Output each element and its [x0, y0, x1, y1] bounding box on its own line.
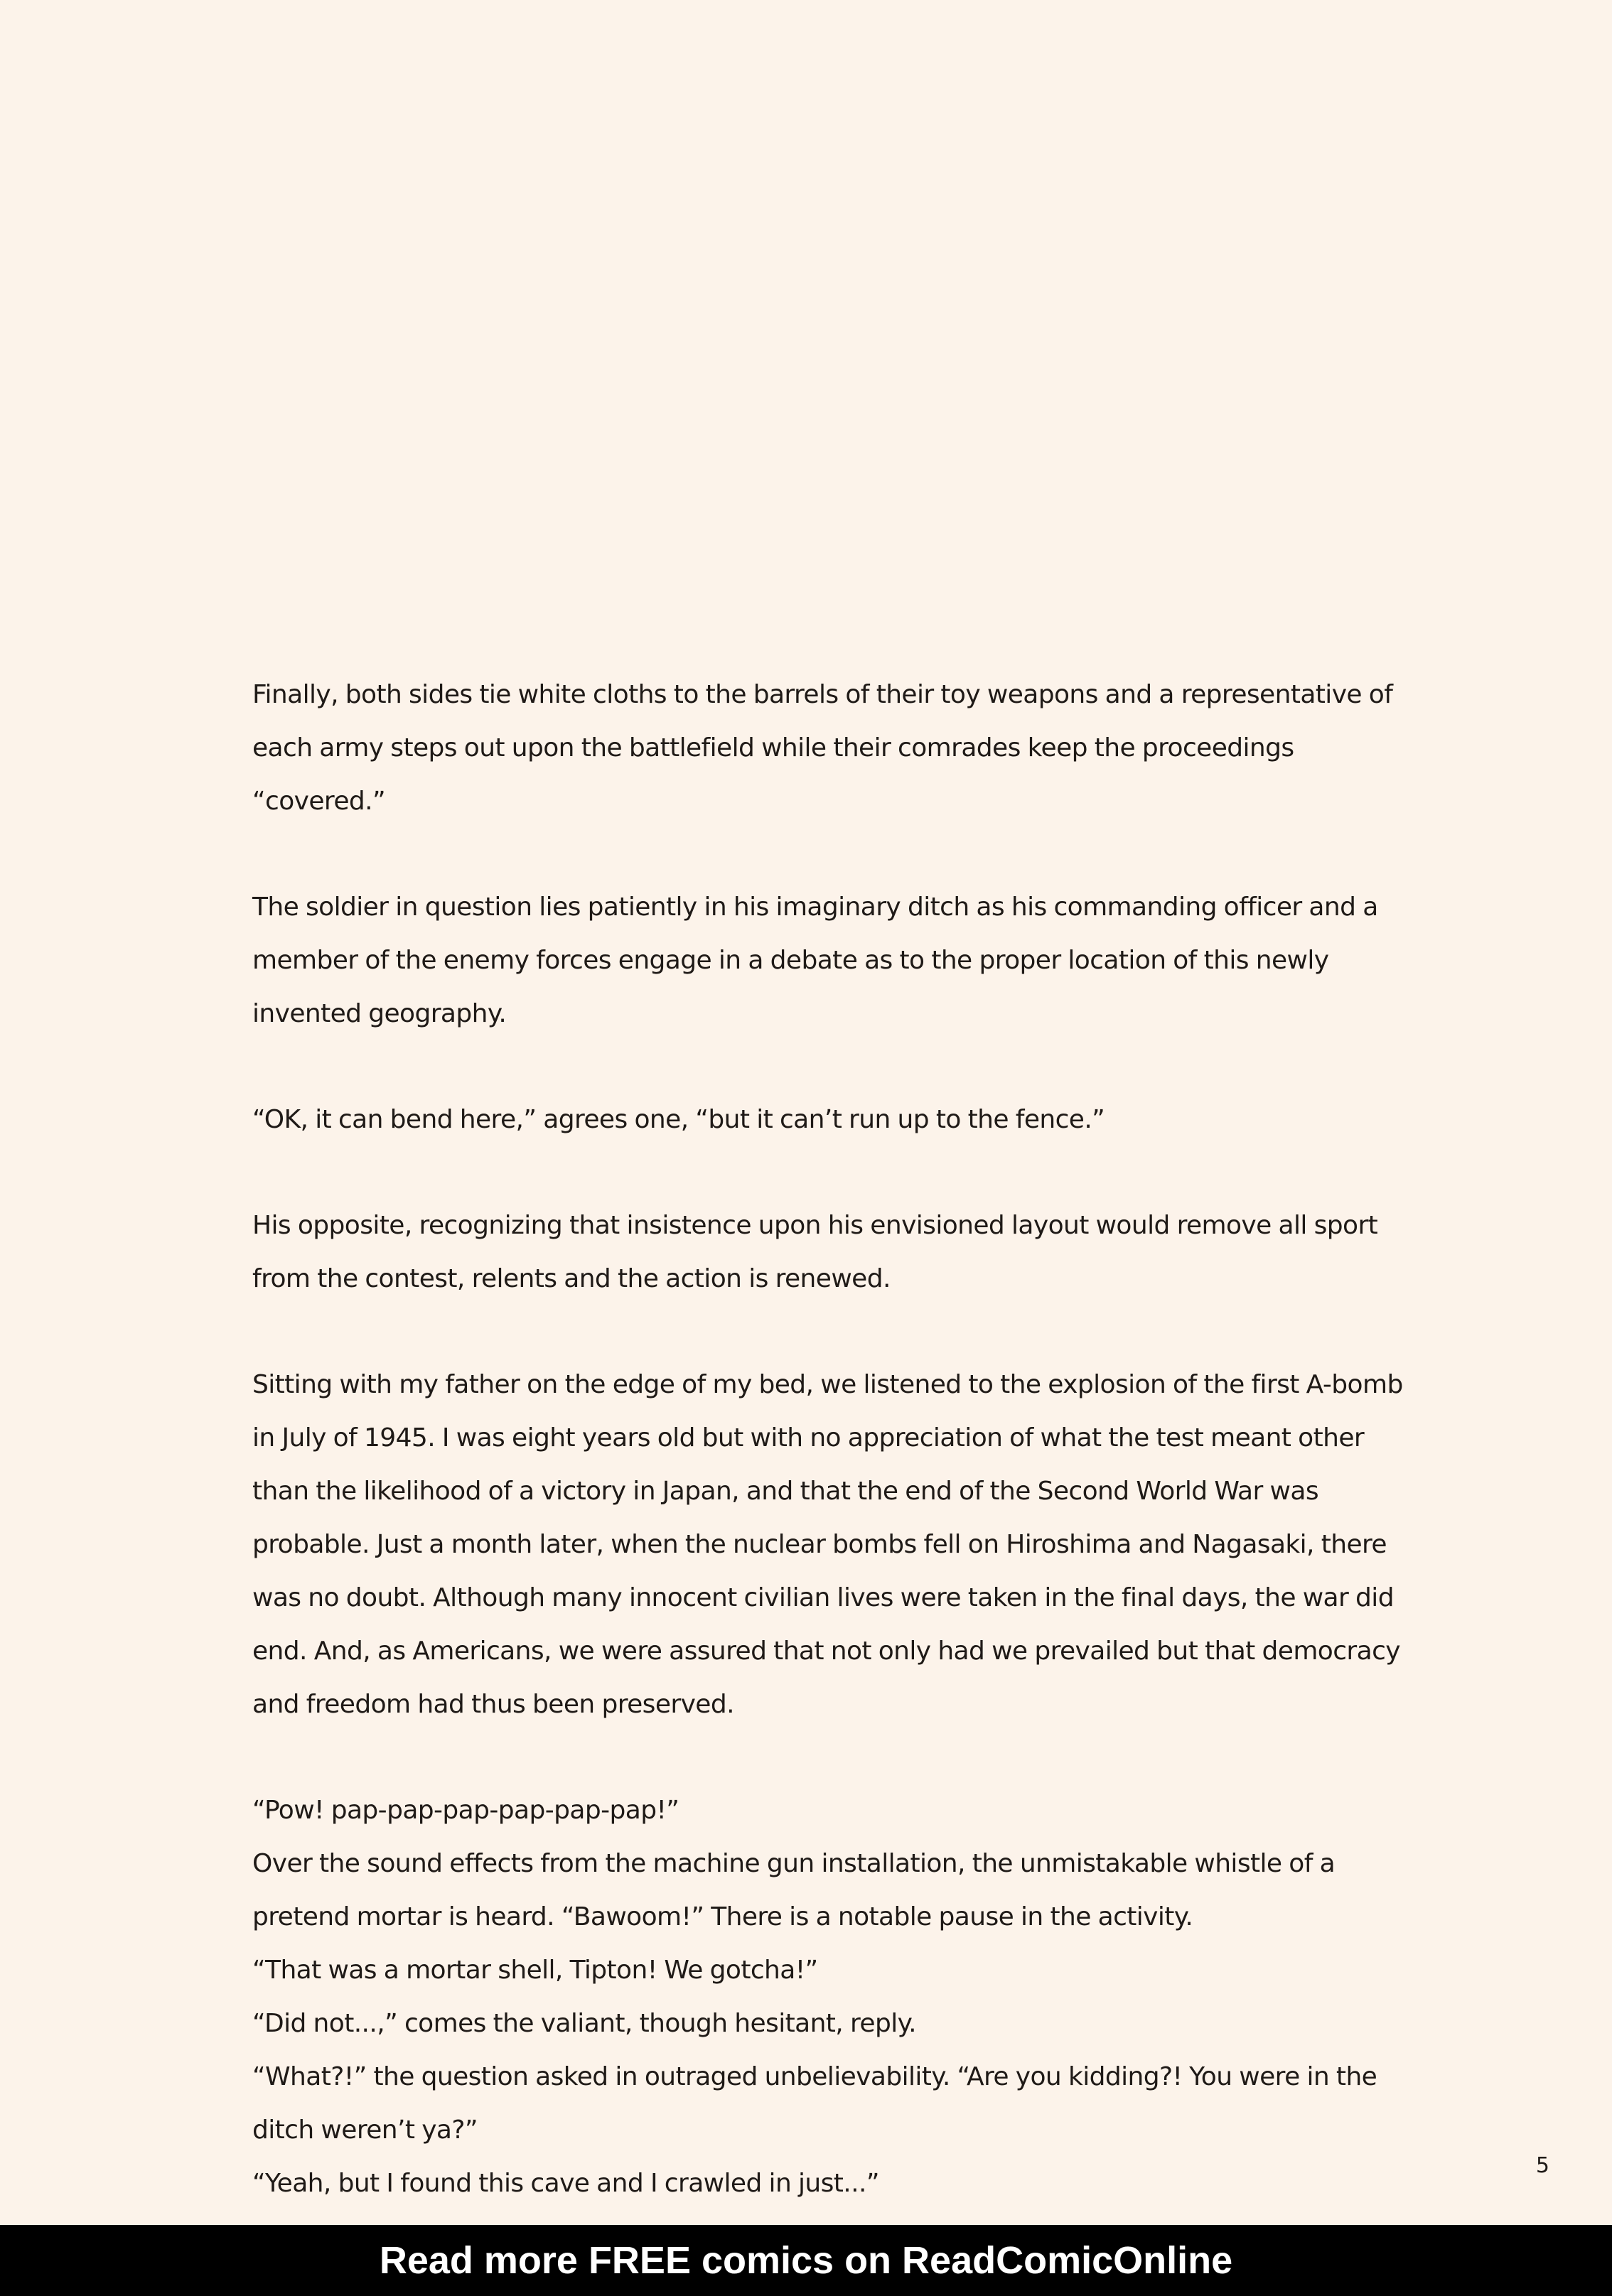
paragraph: The soldier in question lies patiently in his imaginary ditch as his commanding officer and a member of the enemy forces engage in a debate as to the proper location of this newly invented geography.	[252, 893, 1378, 1028]
dialog-line: “That was a mortar shell, Tipton! We gotcha!”	[252, 1956, 818, 1985]
dialog-line: “Did not...,” comes the valiant, though hesitant, reply.	[252, 2009, 917, 2038]
paragraph: Sitting with my father on the edge of my bed, we listened to the explosion of the first A-bomb in July of 1945. I was eight years old but with no appreciation of what the test meant other than the likelihood of a victory in Japan, and that the end of the Second World War was probable. Just a month later, when the nuclear bombs fell on Hiroshima and Nagasaki, there was no doubt. Although many innocent civilian lives were taken in the final days, the war did end. And, as Americans, we were assured that not only had we prevailed but that democracy and freedom had thus been preserved.	[252, 1370, 1403, 1719]
dialog-line: “Pow! pap-pap-pap-pap-pap-pap!”	[252, 1796, 679, 1825]
dialog-block	[252, 1784, 1418, 2210]
promo-banner[interactable]	[0, 2225, 1612, 2296]
paragraph: His opposite, recognizing that insistence upon his envisioned layout would remove all sport from the contest, relents and the action is renewed.	[252, 1211, 1378, 1293]
promo-banner-text[interactable]: Read more FREE comics on ReadComicOnline	[379, 2239, 1233, 2282]
dialog-line: “What?!” the question asked in outraged unbelievability. “Are you kidding?! You were in the ditch weren’t ya?”	[252, 2062, 1377, 2145]
paragraph: “OK, it can bend here,” agrees one, “but it can’t run up to the fence.”	[252, 1105, 1105, 1134]
body-text	[252, 668, 1418, 2210]
page-number: 5	[1535, 2153, 1549, 2178]
dialog-line: Over the sound effects from the machine gun installation, the unmistakable whistle of a pretend mortar is heard. “Bawoom!” There is a notable pause in the activity.	[252, 1849, 1336, 1931]
paragraph: Finally, both sides tie white cloths to the barrels of their toy weapons and a representative of each army steps out upon the battlefield while their comrades keep the proceedings “covered.”	[252, 680, 1393, 816]
dialog-line: “Yeah, but I found this cave and I crawled in just...”	[252, 2169, 879, 2198]
